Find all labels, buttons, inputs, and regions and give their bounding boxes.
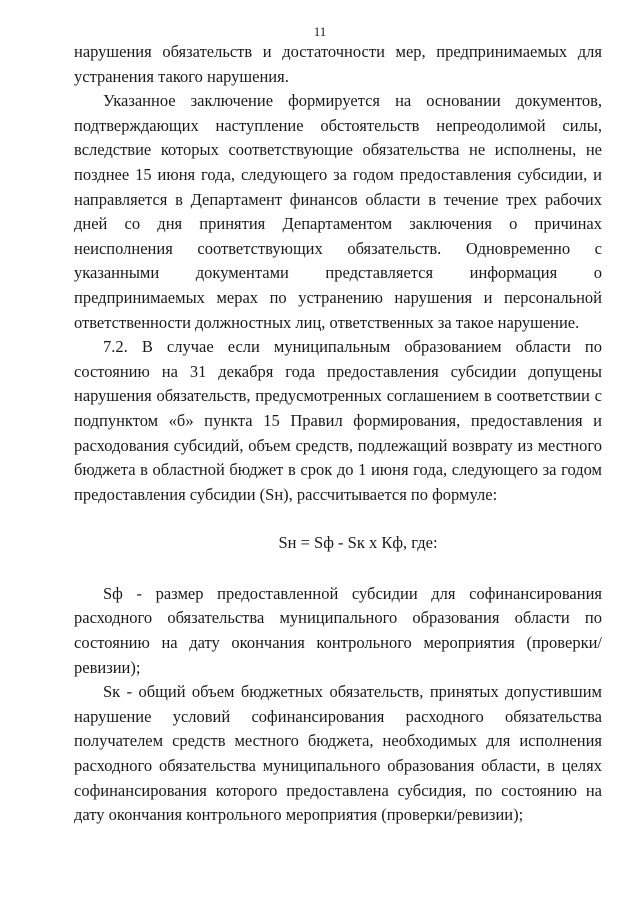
document-body [74, 40, 602, 828]
paragraph-continuation: нарушения обязательств и достаточности мер, предпринимаемых для устранения такого нарушения. [74, 42, 602, 86]
paragraph-conclusion: Указанное заключение формируется на основании документов, подтверждающих наступление обстоятельств непреодолимой силы, вследствие которых соответствующие обязательства не исполнены, не позднее 15 июня года, следующего за годом предоставления субсидии, и направляется в Департамент финансов области в течение трех рабочих дней со дня принятия Департаментом заключения о причинах неисполнения соответствующих обязательств. Одновременно с указанными документами представляется информация о предпринимаемых мерах по устранению нарушения и персональной ответственности должностных лиц, ответственных за такое нарушение. [74, 91, 602, 332]
paragraph-7-2: 7.2. В случае если муниципальным образованием области по состоянию на 31 декабря года предоставления субсидии допущены нарушения обязательств, предусмотренных соглашением в соответствии с подпунктом «б» пункта 15 Правил формирования, предоставления и расходования субсидий, объем средств, подлежащий возврату из местного бюджета в областной бюджет в срок до 1 июня года, следующего за годом предоставления субсидии (Sн), рассчитывается по формуле: [74, 337, 602, 504]
paragraph-sf-definition: Sф - размер предоставленной субсидии для софинансирования расходного обязательства муниципального образования области по состоянию на дату окончания контрольного мероприятия (проверки/ревизии); [74, 583, 602, 677]
formula: Sн = Sф - Sк x Кф, где: [278, 533, 438, 553]
paragraph-sk-definition: Sк - общий объем бюджетных обязательств, принятых допустившим нарушение условий софинансирования расходного обязательства получателем средств местного бюджета, необходимых для исполнения расходного обязательства муниципального образования области, в целях софинансирования которого предоставлена субсидия, по состоянию на дату окончания контрольного мероприятия (проверки/ревизии); [74, 682, 602, 825]
page-number: 11 [313, 24, 327, 39]
